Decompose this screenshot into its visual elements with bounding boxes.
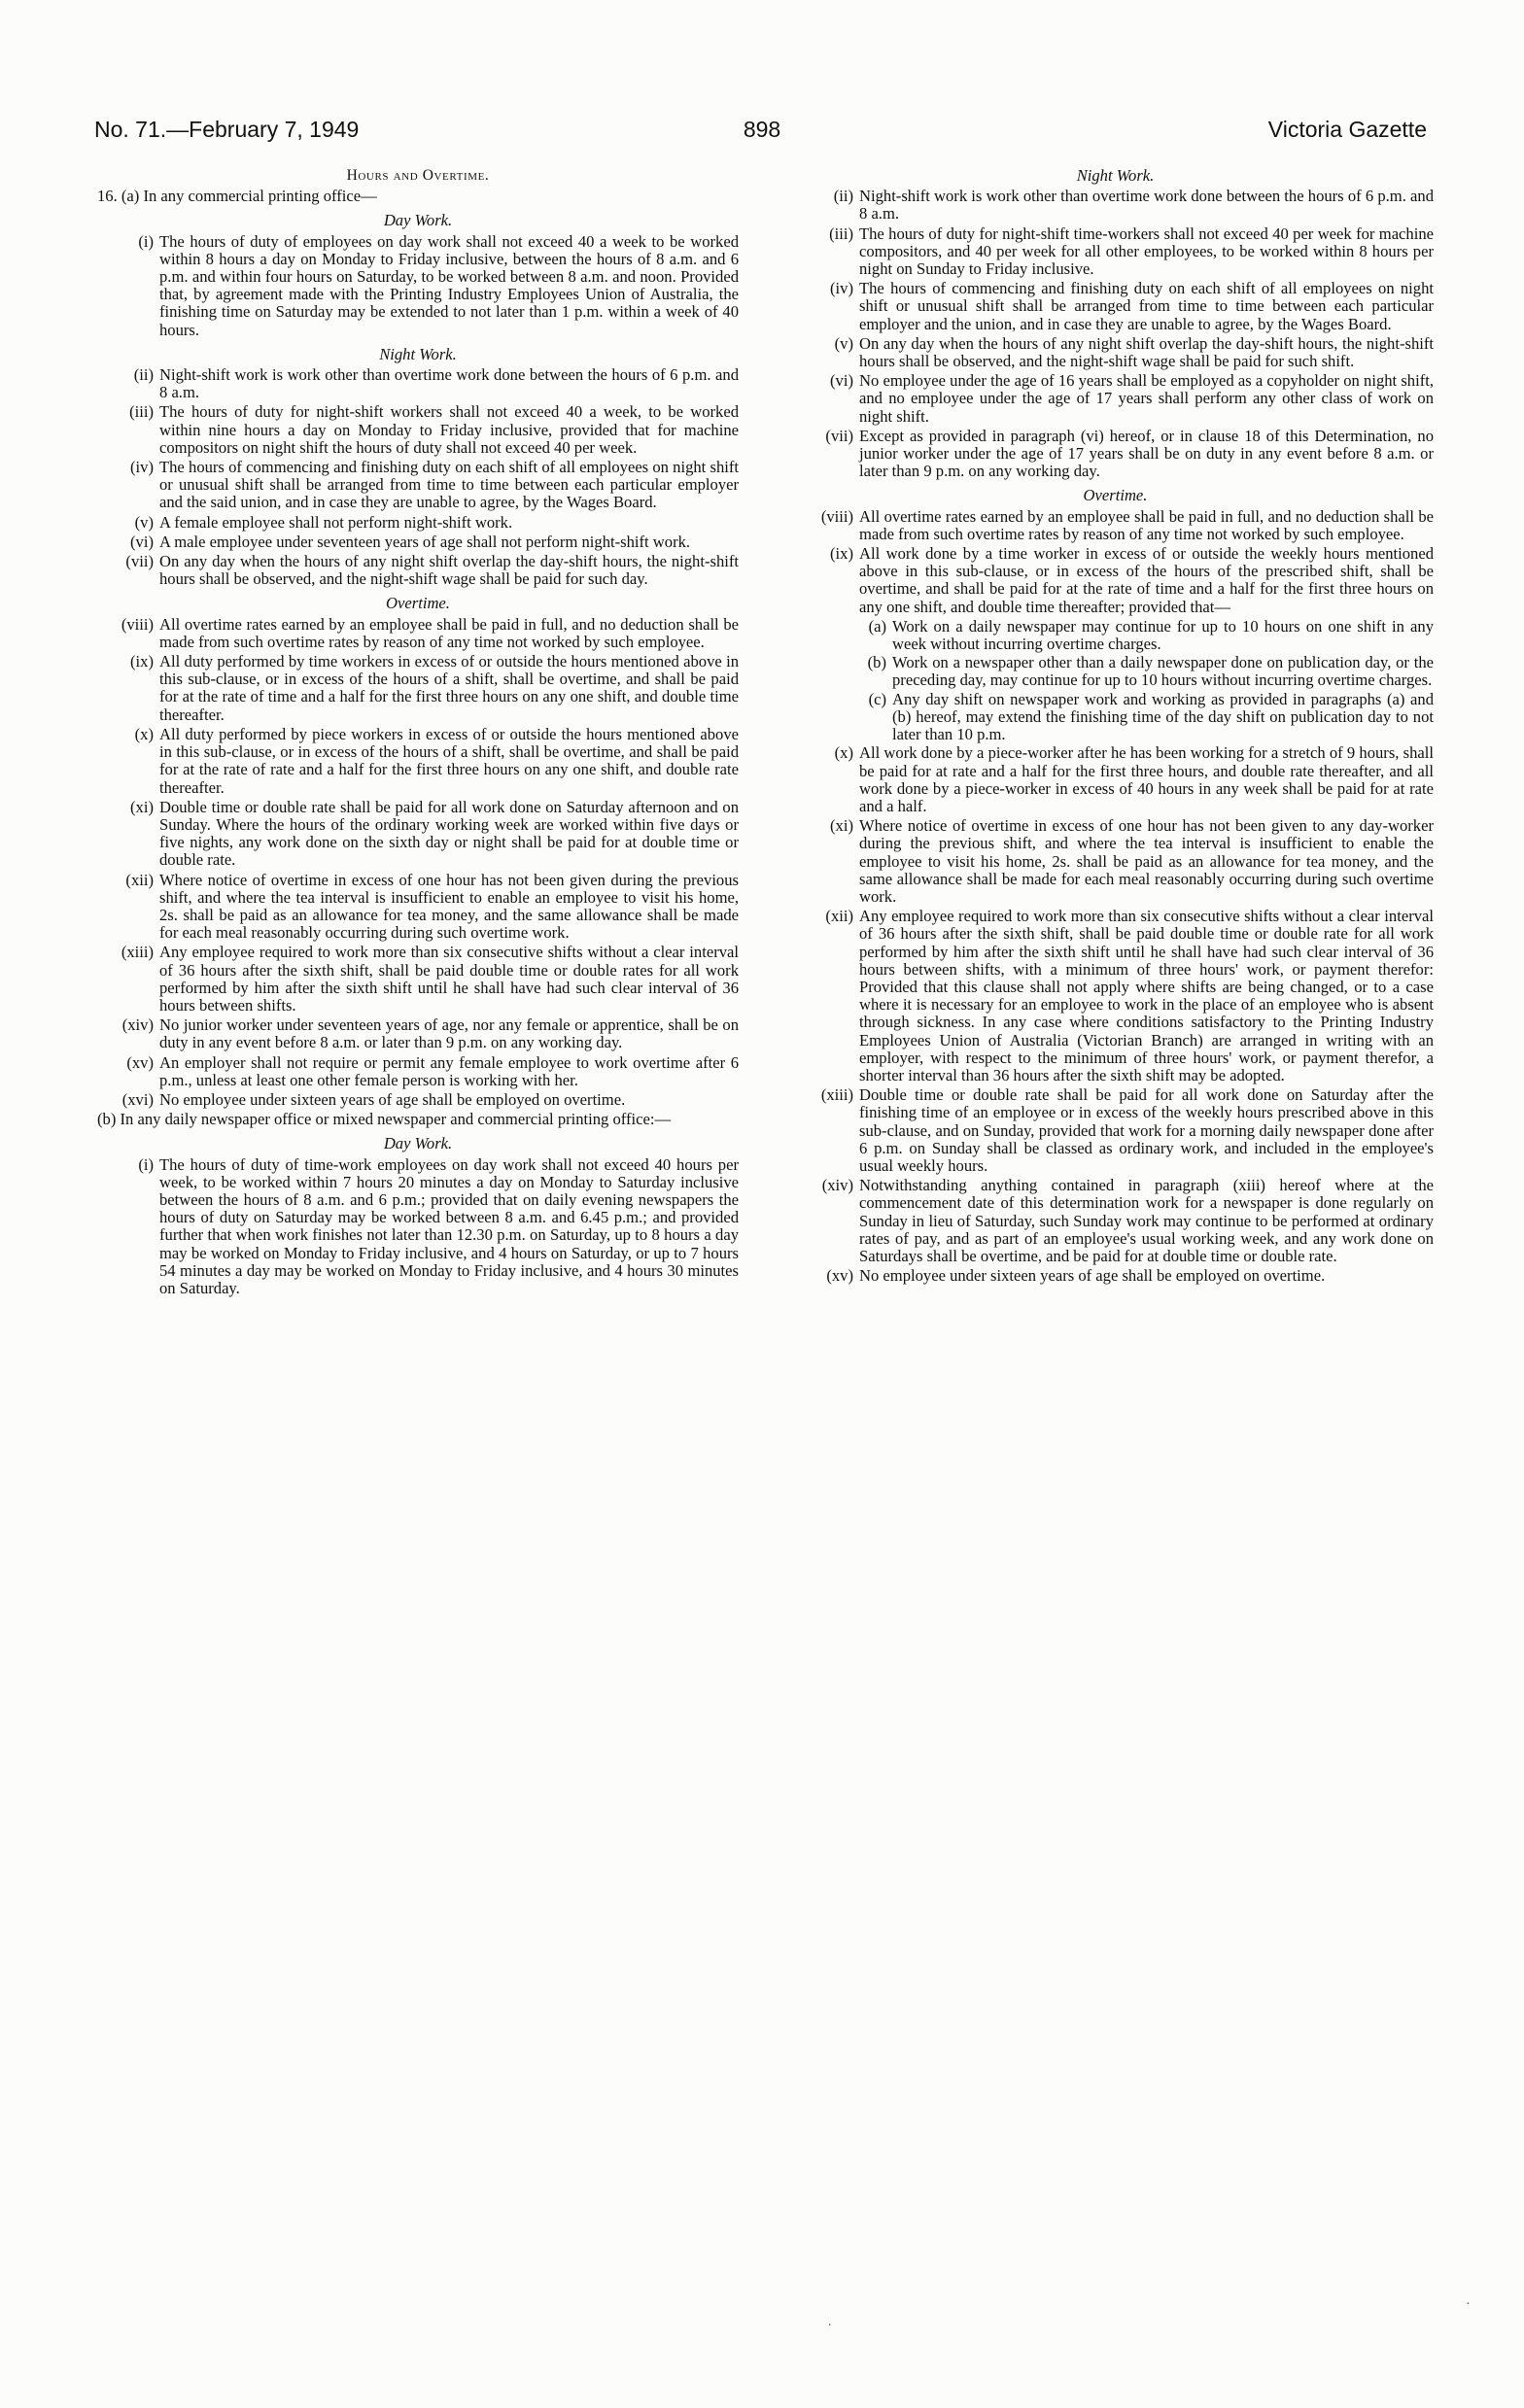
item-number: (ii): [133, 365, 154, 385]
print-speck: ·: [1466, 2297, 1471, 2312]
item-number: (vi): [830, 371, 853, 391]
item-text: The hours of commencing and finishing duty on each shift of all employees on night shift or unusual shift shall be arranged from time to time between each particular employer and the union, and in case they are unable to agree, by the Wages Board.: [859, 279, 1434, 333]
item-text: Any employee required to work more than six consecutive shifts without a clear interval of 36 hours after the sixth shift, shall be paid double time or double rate for all work performed by him after the sixth shift until he shall have had such clear interval of 36 hours between shifts, with a minimum of three hours' work, or payment therefor: Provided that this clause shall not apply where shifts are being changed, or to a case where it is necessary for an employee to work in the place of an employee who is absent through sickness. In any case where conditions satisfactory to the Printing Industry Employees Union of Australia (Victorian Branch) are arranged in writing with an employer, with respect to the minimum of three hours' work, or payment therefor, a shorter interval than 36 hours after the sixth shift may be adopted.: [859, 907, 1434, 1084]
item-number: (vi): [130, 532, 154, 551]
list-item: [97, 403, 739, 457]
item-text: On any day when the hours of any night shift overlap the day-shift hours, the night-shift hours shall be observed, and the night-shift wage shall be paid for such shift.: [859, 333, 1434, 371]
item-text: All duty performed by piece workers in excess of or outside the hours mentioned above in this sub-clause, or in excess of the hours of a shift, shall be overtime, and shall be paid for at the rate of rate and a half for the first three hours on any one shift, and double rate thereafter.: [159, 724, 739, 797]
list-item: [97, 872, 739, 943]
item-number: (v): [134, 512, 154, 532]
item-number: (ix): [830, 544, 853, 564]
right-column: [797, 167, 1434, 1287]
item-text: A male employee under seventeen years of age shall not perform night-shift work.: [159, 532, 691, 551]
list-item: [797, 280, 1434, 333]
issue-date: No. 71.—February 7, 1949: [94, 117, 360, 142]
list-item: [797, 817, 1434, 906]
list-item: [97, 944, 739, 1015]
list-item: [97, 233, 739, 339]
item-text: All work done by a time worker in excess of or outside the weekly hours mentioned above in this sub-clause, or in excess of the hours of the prescribed shift, shall be overtime, and shall be paid for at the rate of time and a half for the first three hours on any one shift, and double time thereafter; provided that—: [859, 544, 1434, 616]
print-speck: .: [828, 2315, 832, 2329]
day-work-heading: Day Work.: [383, 211, 453, 230]
clause-intro: 16. (a) In any commercial printing office—: [97, 187, 377, 206]
item-number: (xii): [125, 870, 154, 889]
item-text: Night-shift work is work other than overtime work done between the hours of 6 p.m. and 8 a.m.: [159, 365, 739, 402]
item-number: (xi): [830, 816, 853, 836]
list-item: [97, 553, 739, 588]
list-item: [97, 799, 739, 870]
item-text: Night-shift work is work other than overtime work done between the hours of 6 p.m. and 8 a.m.: [859, 187, 1434, 224]
item-number: (vii): [825, 426, 853, 445]
proviso-item: [797, 691, 1434, 744]
item-text: No employee under the age of 16 years shall be employed as a copyholder on night shift, and no employee under the age of 17 years shall perform any other class of work on night shift.: [859, 371, 1434, 426]
item-text: The hours of duty of time-work employees on day work shall not exceed 40 hours per week, to be worked within 7 hours 20 minutes a day on Monday to Saturday inclusive between the hours of 8 a.m. and 6 p.m.; provided that on daily evening newspapers the hours of duty on Saturday may be worked between 8 a.m. and 6.45 p.m.; and provided further that when work finishes not later than 12.30 p.m. on Saturday, up to 8 hours a day may be worked on Monday to Friday inclusive, and 4 hours on Saturday, or up to 7 hours 54 minutes a day may be worked on Monday to Friday inclusive, and 4 hours 30 minutes on Saturday.: [159, 1154, 739, 1297]
list-item: [97, 1091, 739, 1109]
list-item: [797, 1267, 1434, 1285]
item-number: (iii): [129, 402, 154, 422]
night-work-heading-right: Night Work.: [1076, 166, 1155, 185]
night-work-list: [97, 366, 739, 588]
page-number: 898: [743, 117, 781, 142]
item-number: (xvi): [121, 1089, 154, 1109]
item-text: Any day shift on newspaper work and working as provided in paragraphs (a) and (b) hereof, may extend the finishing time of the day shift on publication day to not later than 10 p.m.: [892, 689, 1434, 744]
item-number: (iv): [830, 279, 853, 298]
list-item: [97, 533, 739, 551]
proviso-item: [797, 654, 1434, 689]
list-item: [97, 366, 739, 401]
item-text: No junior worker under seventeen years of age, nor any female or apprentice, shall be on duty in any event before 8 a.m. or later than 9 p.m. on any working day.: [159, 1015, 739, 1052]
item-text: Where notice of overtime in excess of one hour has not been given during the previous shift, and where the tea interval is insufficient to enable an employee to visit his home, 2s. shall be paid as an allowance for tea money, and the same allowance shall be made for each meal reasonably occurring during such overtime work.: [159, 870, 739, 943]
list-item: [97, 1016, 739, 1051]
item-number: (vii): [125, 552, 154, 571]
item-text: All duty performed by time workers in excess of or outside the hours mentioned above in this sub-clause, or in excess of the hours of a shift, shall be overtime, and shall be paid for at the rate of time and a half for the first three hours on any one shift, and double time thereafter.: [159, 652, 739, 724]
list-item: [97, 653, 739, 724]
item-text: An employer shall not require or permit any female employee to work overtime after 6 p.m., unless at least one other female person is working with her.: [159, 1052, 739, 1089]
item-number: (i): [138, 1154, 154, 1174]
publication-title: Victoria Gazette: [1267, 117, 1427, 142]
item-number: (xiv): [821, 1176, 853, 1195]
item-number: (i): [138, 231, 154, 251]
item-number: (iii): [829, 224, 853, 243]
item-text: A female employee shall not perform night-shift work.: [159, 512, 513, 532]
list-item: [797, 1086, 1434, 1175]
item-text: Double time or double rate shall be paid for all work done on Saturday afternoon and on Sunday. Where the hours of the ordinary working week are worked within five days or five nights, any work done on the sixth day or night shall be paid for at double time or double rate.: [159, 797, 739, 870]
item-number: (c): [868, 689, 886, 708]
item-text: Notwithstanding anything contained in paragraph (xiii) hereof where at the commencement date of this determination work for a newspaper is done regularly on Sunday in lieu of Saturday, such Sunday work may continue to be performed at ordinary rates of pay, and as part of an employee's usual working week, and any work done on Saturdays shall be overtime, and be paid for at double time or double rate.: [859, 1176, 1434, 1265]
item-text: No employee under sixteen years of age shall be employed on overtime.: [159, 1089, 626, 1109]
item-text: The hours of commencing and finishing duty on each shift of all employees on night shift or unusual shift shall be arranged from time to time between each particular employer and the said union, and in case they are unable to agree, by the Wages Board.: [159, 458, 739, 512]
item-number: (xiii): [820, 1085, 853, 1105]
item-text: Any employee required to work more than six consecutive shifts without a clear interval of 36 hours after the sixth shift, shall be paid double time or double rates for all work performed by him after the sixth shift until he shall have had such clear interval of 36 hours between shifts.: [159, 943, 739, 1015]
list-item: [797, 335, 1434, 370]
overtime-list-right-a: [797, 508, 1434, 616]
item-text: Work on a newspaper other than a daily newspaper done on publication day, or the preceding day, may continue for up to 10 hours without incurring overtime charges.: [892, 653, 1434, 690]
day-work-heading-b: Day Work.: [383, 1134, 453, 1153]
item-text: All overtime rates earned by an employee shall be paid in full, and no deduction shall be made from such overtime rates by reason of any time not worked by such employee.: [859, 506, 1434, 543]
item-number: (xi): [130, 797, 154, 816]
clause-b-intro: (b) In any daily newspaper office or mixed newspaper and commercial printing office:—: [97, 1110, 672, 1129]
item-text: Work on a daily newspaper may continue for up to 10 hours on one shift in any week without incurring overtime charges.: [892, 616, 1434, 654]
item-number: (xv): [826, 1266, 853, 1286]
list-item: [797, 428, 1434, 481]
item-number: (ix): [130, 652, 154, 671]
day-work-list: [97, 233, 739, 339]
list-item: [97, 726, 739, 797]
item-number: (iv): [130, 458, 154, 477]
list-item: [97, 1156, 739, 1298]
list-item: [797, 372, 1434, 426]
item-text: No employee under sixteen years of age shall be employed on overtime.: [859, 1266, 1326, 1286]
list-item: [797, 1177, 1434, 1265]
item-text: All work done by a piece-worker after he has been working for a stretch of 9 hours, shall be paid for at rate and a half for the first three hours, and double rate thereafter, and all work done by a piece-worker in excess of 40 hours in any week shall be paid for at rate and a half.: [859, 743, 1434, 815]
item-number: (viii): [820, 506, 853, 526]
left-column: [97, 167, 739, 1299]
item-number: (b): [867, 653, 886, 672]
night-work-list-right: [797, 188, 1434, 480]
list-item: [97, 459, 739, 512]
item-number: (x): [834, 743, 853, 763]
overtime-heading-right: Overtime.: [1083, 486, 1148, 505]
list-item: [97, 616, 739, 651]
proviso-item: [797, 618, 1434, 653]
proviso-list: [797, 618, 1434, 743]
item-text: The hours of duty for night-shift time-workers shall not exceed 40 per week for machine compositors, and 40 per week for all other employees, to be worked within 8 hours per night on Sunday to Friday inclusive.: [859, 224, 1434, 279]
item-text: On any day when the hours of any night shift overlap the day-shift hours, the night-shift hours shall be observed, and the night-shift wage shall be paid for such day.: [159, 552, 739, 589]
list-item: [797, 744, 1434, 815]
list-item: [97, 1054, 739, 1089]
item-number: (xii): [825, 907, 853, 926]
section-heading: Hours and Overtime.: [346, 167, 490, 184]
item-number: (xiv): [121, 1015, 154, 1035]
list-item: [797, 908, 1434, 1084]
list-item: [97, 514, 739, 532]
day-work-list-b: [97, 1156, 739, 1298]
list-item: [797, 545, 1434, 616]
overtime-heading: Overtime.: [386, 594, 450, 613]
list-item: [797, 188, 1434, 223]
item-text: Where notice of overtime in excess of one hour has not been given to any day-worker during the previous shift, and where the tea interval is insufficient to enable the employee to visit his home, 2s. shall be paid as an allowance for tea money, and the same allowance shall be made for each meal reasonably occurring during such overtime work.: [859, 816, 1434, 906]
overtime-list-right-b: [797, 744, 1434, 1285]
item-text: All overtime rates earned by an employee shall be paid in full, and no deduction shall be made from such overtime rates by reason of any time not worked by such employee.: [159, 614, 739, 651]
item-text: Double time or double rate shall be paid for all work done on Saturday after the finishing time of an employee or in excess of the weekly hours prescribed above in this sub-clause, and on Sunday, provided that work for a morning daily newspaper done after 6 p.m. on Sunday shall be classed as ordinary work, and included in the employee's usual weekly hours.: [859, 1085, 1434, 1175]
item-text: The hours of duty for night-shift workers shall not exceed 40 a week, to be worked within nine hours a day on Monday to Friday inclusive, provided that for machine compositors on night shift the hours of duty shall not exceed 40 per week.: [159, 402, 739, 457]
list-item: [797, 508, 1434, 543]
item-number: (ii): [833, 187, 853, 206]
night-work-heading: Night Work.: [379, 344, 457, 363]
item-text: Except as provided in paragraph (vi) hereof, or in clause 18 of this Determination, no junior worker under the age of 17 years shall be on duty in any event before 8 a.m. or later than 9 p.m. on any working day.: [859, 426, 1434, 481]
list-item: [797, 225, 1434, 279]
item-number: (viii): [121, 614, 154, 634]
item-number: (a): [868, 616, 886, 636]
item-number: (v): [834, 333, 853, 353]
item-number: (x): [134, 724, 154, 743]
item-text: The hours of duty of employees on day work shall not exceed 40 a week to be worked within 8 hours a day on Monday to Friday inclusive, between the hours of 8 a.m. and 6 p.m. and within four hours on Saturday, to be worked between 8 a.m. and noon. Provided that, by agreement made with the Printing Industry Employees Union of Australia, the finishing time on Saturday may be extended to not later than 1 p.m. within a week of 40 hours.: [159, 231, 739, 339]
overtime-list: [97, 616, 739, 1109]
item-number: (xv): [126, 1052, 154, 1072]
item-number: (xiii): [121, 943, 154, 962]
